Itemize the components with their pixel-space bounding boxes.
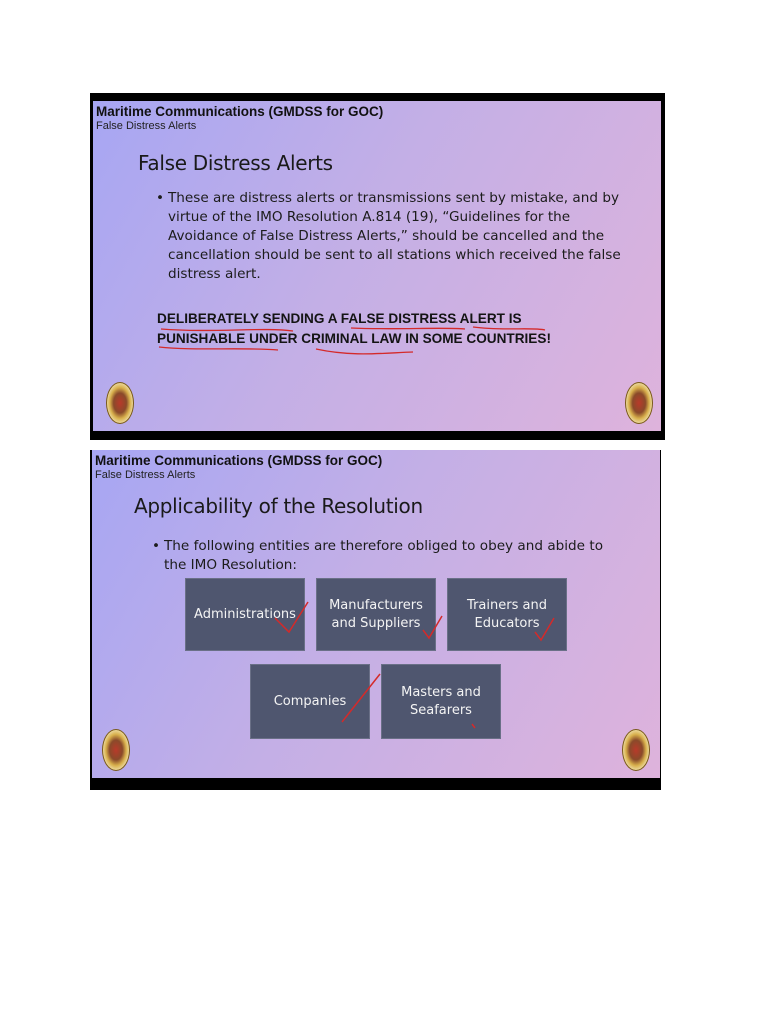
warning-line: DELIBERATELY SENDING A FALSE DISTRESS ALERT IS (157, 311, 522, 326)
bullet-text: The following entities are therefore obliged to obey and abide to the IMO Resolution: (164, 538, 604, 573)
entity-box-manufacturers (316, 578, 436, 651)
slide-title: Applicability of the Resolution (134, 494, 423, 518)
slide-2 (92, 450, 660, 778)
entity-label: Companies (273, 693, 347, 709)
slide-title: False Distress Alerts (138, 151, 333, 175)
entity-label: Educators (474, 615, 540, 631)
bullet-text: These are distress alerts or transmissions sent by mistake, and by virtue of the IMO Resolution A.814 (19), “Guidelines for the Avoidance of False Distress Alerts,” should be cancelled and the cancellation should be sent to all stations which received the false distress alert. (168, 190, 621, 282)
slide-header-title: Maritime Communications (GMDSS for GOC) (96, 104, 384, 119)
slide-header-subtitle: False Distress Alerts (96, 120, 197, 132)
institution-seal-icon (102, 729, 130, 771)
bullet-icon: • (156, 190, 165, 206)
bullet-point (156, 189, 626, 284)
bullet-point (152, 537, 622, 575)
entity-label: Seafarers (410, 702, 472, 718)
entity-box-companies (250, 664, 370, 739)
slide-1 (93, 101, 661, 431)
warning-line: PUNISHABLE UNDER CRIMINAL LAW IN SOME COUNTRIES! (157, 331, 551, 346)
institution-seal-icon (625, 382, 653, 424)
warning-text (157, 309, 637, 349)
entity-label: Trainers and (467, 597, 547, 613)
underline-mark (316, 349, 413, 354)
slide-frame-2 (90, 450, 661, 790)
slide-header-title: Maritime Communications (GMDSS for GOC) (95, 453, 383, 468)
institution-seal-icon (106, 382, 134, 424)
entity-box-trainers (447, 578, 567, 651)
slide-frame-1 (90, 93, 665, 440)
entity-label: Masters and (401, 684, 481, 700)
entity-label: and Suppliers (331, 615, 421, 631)
entity-label: Manufacturers (329, 597, 423, 613)
entity-box-masters (381, 664, 501, 739)
bullet-icon: • (152, 538, 161, 554)
entity-box-administrations (185, 578, 305, 651)
entity-label: Administrations (194, 606, 296, 622)
institution-seal-icon (622, 729, 650, 771)
slide-header-subtitle: False Distress Alerts (95, 469, 196, 481)
